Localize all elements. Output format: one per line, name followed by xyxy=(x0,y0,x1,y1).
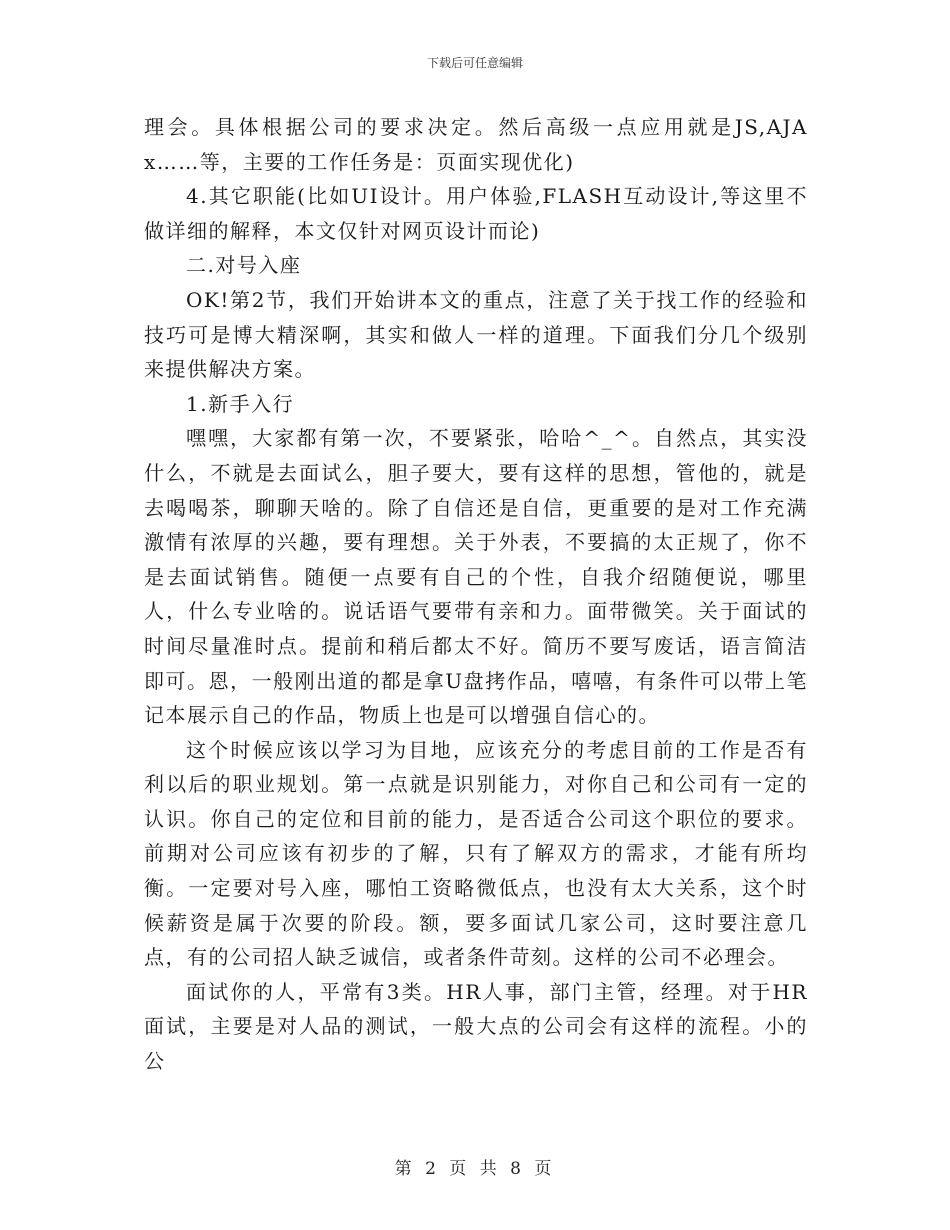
paragraph-intro: OK!第2节，我们开始讲本文的重点，注意了关于找工作的经验和技巧可是博大精深啊，其实和做人一样的道理。下面我们分几个级别来提供解决方案。 xyxy=(144,287,808,382)
paragraph-learning: 这个时候应该以学习为目地，应该充分的考虑目前的工作是否有利以后的职业规划。第一点就是识别能力，对你自己和公司有一定的认识。你自己的定位和目前的能力，是否适合公司这个职位的要求。前期对公司应该有初步的了解，只有了解双方的需求，才能有所均衡。一定要对号入座，哪怕工资略微低点，也没有太大关系，这个时候薪资是属于次要的阶段。额，要多面试几家公司，这时要注意几点，有的公司招人缺乏诚信，或者条件苛刻。这样的公司不必理会。 xyxy=(144,737,808,970)
subsection-heading: 1.新手入行 xyxy=(186,391,295,416)
page-footer: 第 2 页 共 8 页 xyxy=(394,1159,556,1179)
paragraph-continuation: 理会。具体根据公司的要求决定。然后高级一点应用就是JS,AJAx……等，主要的工作任务是：页面实现优化) xyxy=(144,115,808,174)
paragraph-interviewers: 面试你的人，平常有3类。HR人事，部门主管，经理。对于HR面试，主要是对人品的测试，一般大点的公司会有这样的流程。小的公 xyxy=(144,979,808,1074)
document-body xyxy=(144,110,808,1079)
paragraph-other-functions: 4.其它职能(比如UI设计。用户体验,FLASH互动设计,等这里不做详细的解释，本文仅针对网页设计而论) xyxy=(144,184,808,243)
paragraph-newcomer: 嘿嘿，大家都有第一次，不要紧张，哈哈^_^。自然点，其实没什么，不就是去面试么，胆子要大，要有这样的思想，管他的，就是去喝喝茶，聊聊天啥的。除了自信还是自信，更重要的是对工作充满激情有浓厚的兴趣，要有理想。关于外表，不要搞的太正规了，你不是去面试销售。随便一点要有自己的个性，自我介绍随便说，哪里人，什么专业啥的。说话语气要带有亲和力。面带微笑。关于面试的时间尽量准时点。提前和稍后都太不好。简历不要写废话，语言简洁即可。恩，一般刚出道的都是拿U盘拷作品，嘻嘻，有条件可以带上笔记本展示自己的作品，物质上也是可以增强自信心的。 xyxy=(144,426,808,728)
page-header: 下载后可任意编辑 xyxy=(426,56,523,70)
section-heading: 二.对号入座 xyxy=(186,253,302,278)
